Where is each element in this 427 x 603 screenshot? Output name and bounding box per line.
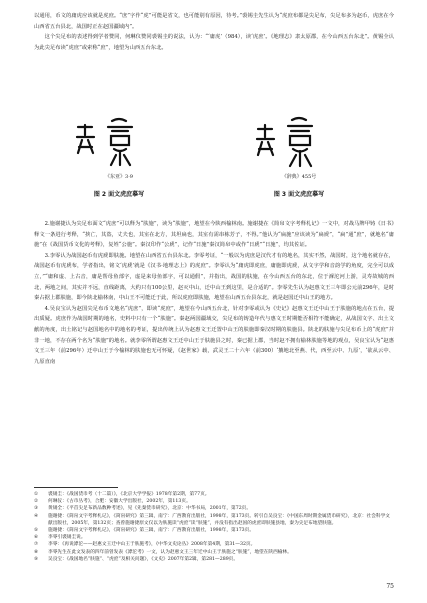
footnote [34,556,394,563]
footnote-number: ① [34,492,39,497]
paragraph: 以通用，币文的庸虎应该就是虎庶。“庶”字作“虎”可能是省文，也可能别有原因，待考。”裘锡圭先生认为“虎庶布都是尖足布，尖足布多为赵币，虎庶在今山西省五台县北，战国时正在赵国疆域内”。 [34,13,394,30]
figure-source: 《东亚》3·9 [105,174,133,180]
figure-row [34,115,394,210]
body-text-bottom [34,219,394,367]
footnote-number: ② [34,499,39,505]
paragraph: 这个尖足布的表述得到学者赞同，何琳仪赞同裘锡圭的说法，认为：“‘庸虎’（984），读‘虎庶’。《地理志》隶太原郡，在今山西五台东北”。黄锡全认为此尖足布读“虎庶”或索称“庶”，地望为山西五台东北。 [34,34,394,51]
footnote [34,491,394,498]
figure-caption: 图 2 面文虎庶摹写 [93,191,145,198]
page-number: 75 [386,583,394,590]
footnote-text: 何琳仪：《古币丛考》，合肥：安徽大学出版社，2002年，第113页。 [48,499,191,505]
footnote-number: ⑥ [34,535,39,541]
footnote [34,541,394,548]
footnote-number: ⑦ [34,542,39,548]
footnote-text: 李零：《再说滹沱——赵惠文王迁中山王于肤施考》，《中华文史论丛》2008年第4期，第31—32页。 [48,542,256,548]
footnotes [34,491,394,563]
figure-3 [229,115,369,210]
footnote-number: ③ [34,506,39,512]
footnote-text: 施谢捷：《简帛文字考释札记》，《简帛研究》第三辑，南宁：广西教育出版社，1998年，第173页。转引自吴良宝：《中国东周时期金属货币研究》，北京：社会科学文献出版社，2005年，第132页；查曾施谢捷原文仅以为肤施读“虎庶”读“肤施”，并没有指出赵国的虎庶即肤施县地，秦为尖足布地望肤施。 [48,513,390,526]
footnote [34,513,394,527]
paragraph: 3.李零认为战国赵币有虎虒即肤施。地望在山西省五台县东北。李零考证，“一般以为虎庶是汉代才有的地名，其实不然，战国时，这个地名就存在，战国赵币有虎虒布，学者指出，铭文‘虎虒’就是《汉书·地理志上》的虎庶”。李零认为“庸虎即虎庶，庸施即虎虒，从文字学和音韵学的角度，完全可以成立，”“庸和虚、上古音，庸是帮母鱼部字，虚是来母鱼部字，可以通假”，并指出，战国的肤施，在今山西五台的东北，位于滹沱河上游，灵寿故城的西北，两地之间，其实并不远，直线距离，大约只有100公里，赵灭中山，迁中山王到这里，是合适的”。李零先生认为赵惠文王三年即公元前296年，是时秦占据上郡肤施，即今陕北榆林南，中山王不可能迁于此，所以虎庶即肤施，地望在山西五台县东北，就是赵国迁中山王的地方。 [34,252,394,302]
footnote [34,549,394,556]
seal-script-rubbing-image [64,115,174,171]
seal-script-rubbing-image [244,115,354,171]
footnote [34,505,394,512]
footnote [34,527,394,534]
footnote-text: 李零先生在此文发表的四年前曾发表《滹沱考》一文，认为赵惠文王三年迁中山王于肤施之“肤施”，地望在陕西榆林。 [48,549,292,555]
figure-2 [49,115,189,210]
figure-caption: 图 3 面文虎庶摹写 [273,191,325,198]
footnote-number: ⑨ [34,556,39,562]
footnote-text: 李零引裘锡圭说。 [48,535,86,541]
footnote-text: 施谢捷：《简帛文字考释札记》，《简帛研究》第三辑，南宁：广西教育出版社，1998年，第173页。 [48,528,255,534]
footnote-number: ④ [34,513,39,519]
footnote-number: ⑤ [34,528,39,534]
body-text-top [34,11,394,53]
footnote-number: ⑧ [34,549,39,555]
footnote-text: 黄锡全：《平首尖足布新品数种考述》，见《先秦货币研究》，北京：中华书局，2001年，第72页。 [48,506,252,512]
figure-source: 《辞典》455号 [281,174,317,180]
paragraph: 4.吴良宝认为赵国尖足布币文地名“虎庶”，即读“虎庶”，地望在今山西五台北，针对李零或认为《史记》赵惠文王迁中山王于肤施的地点在五台，提出质疑。虎庶作为战国时期的地名，史料中只有一个“肤施”。秦赵两国疆域交，尖足布的铸造年代与惠文王时期能否相符不能确定，从战国文字、出土文献的角度，出土铭记与赵国地名中的地名的考证，提出传统上认为赵惠文王迁置中山王的肤施即秦汉时期的肤施县。陕北的肤施与尖足布币上的“虎庶”并非一地，不存在两个名为“肤施”的地名。就李零所谓赵惠文王迁中山王于肤施县之时，秦已据上郡，当时赵不拥有榆林肤施等地的观点，吴良宝认为“赵惠文王三年（前296年）迁中山王于今榆林的肤施也无可怀疑，《赵世家》载，武灵王二十六年（前300）‘攘地北至燕、代，西至云中、九原’，‘欲从云中、九原直南 [34,305,394,365]
footnote-divider [34,487,118,488]
footnote [34,498,394,505]
footnote-text: 吴良宝：《战国地名“肤施”、“虎庶”及相关问题》，《文史》2007年第2辑，第281—289页。 [48,556,239,562]
footnote [34,534,394,541]
footnote-text: 裘锡圭：《战国货币考（十二篇）》，《北京大学学报》1978年第2期，第77页。 [48,492,210,497]
paragraph: 2.施谢捷认为尖足布面文“虎庶”可以释为“肤施”，读为“肤施”，地望在今陕西榆林南。施谢捷在《简帛文字考释札记》一文中，对战马牌甲铸《日书》释文一条进行考释，“挟亡，其盗，丈夫也，其室在北方，其坦扁也，其室有需串栋芳子，不得。”他认为“扁施”应该读为“扁虒”，“扁”通“庶”，就地名“庸施”在《战国货币文化的考释》，复姓“公施”。秦汉印作“公虒”，记作“日施”秦汉简帛中或作“日虒”“日施”，均其佐证。 [34,221,394,249]
